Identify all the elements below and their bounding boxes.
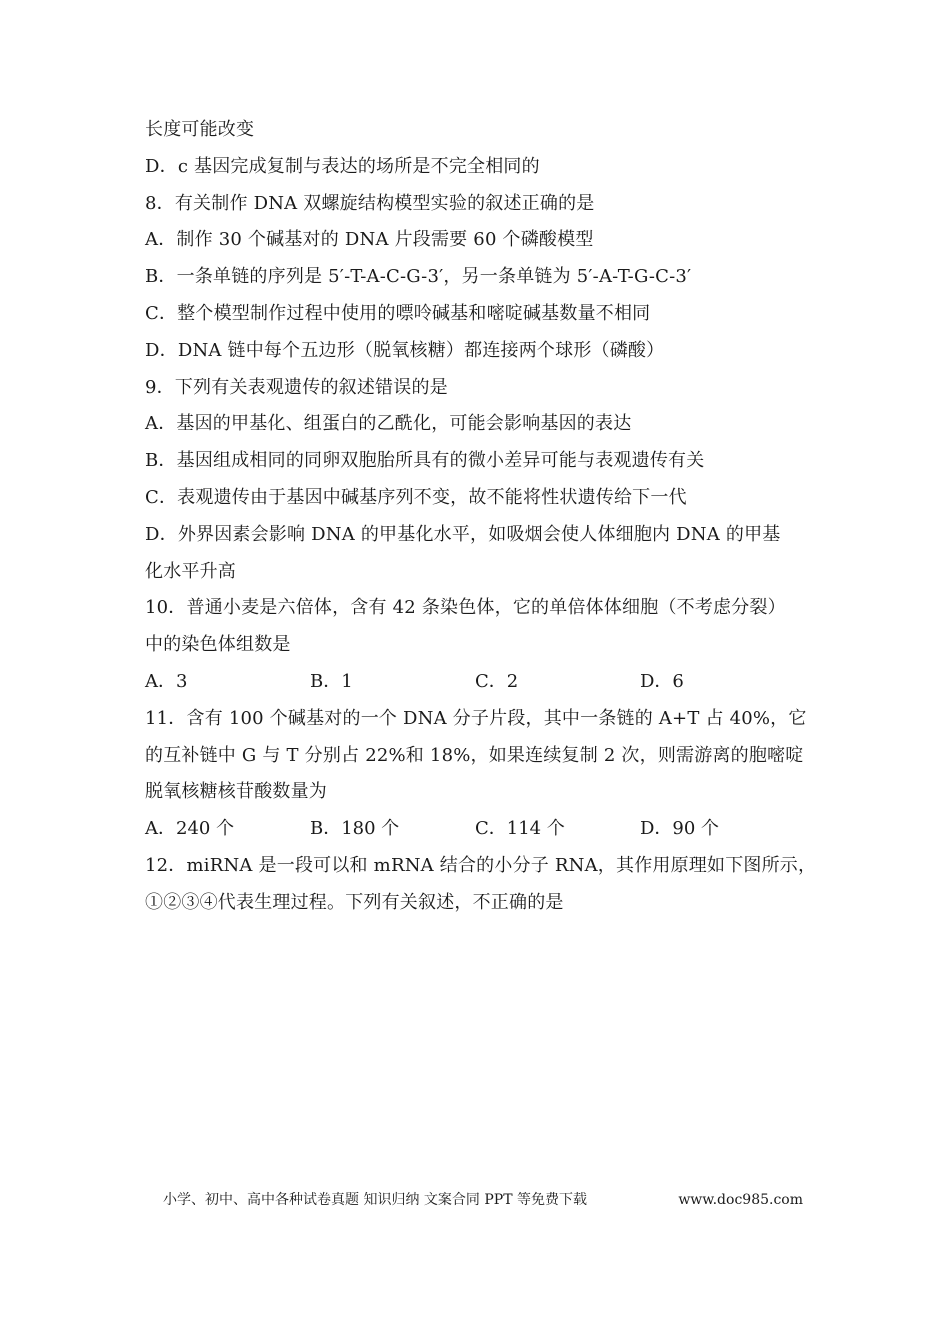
question-10-option-a: A．3 xyxy=(145,670,188,692)
option-d: D．c 基因完成复制与表达的场所是不完全相同的 xyxy=(145,155,540,177)
question-11-option-a: A．240 个 xyxy=(145,818,235,840)
question-11-option-d: D．90 个 xyxy=(640,818,720,840)
question-body xyxy=(145,112,815,922)
question-11-option-b: B．180 个 xyxy=(310,818,400,840)
question-11-options xyxy=(145,811,815,848)
footer-url: www.doc985.com xyxy=(678,1192,803,1208)
question-10-option-d: D．6 xyxy=(640,670,684,692)
question-10-stem: 10．普通小麦是六倍体，含有 42 条染色体，它的单倍体体细胞（不考虑分裂） xyxy=(145,597,786,619)
question-8-option-d: D．DNA 链中每个五边形（脱氧核糖）都连接两个球形（磷酸） xyxy=(145,339,665,361)
question-10-option-c: C．2 xyxy=(475,670,519,692)
question-12-stem: 12．miRNA 是一段可以和 mRNA 结合的小分子 RNA，其作用原理如下图所示， xyxy=(145,854,817,876)
question-8-option-b: B．一条单链的序列是 5′-T-A-C-G-3′，另一条单链为 5′-A-T-G-C-3′ xyxy=(145,266,692,288)
question-10-option-b: B．1 xyxy=(310,670,353,692)
question-8-stem: 8．有关制作 DNA 双螺旋结构模型实验的叙述正确的是 xyxy=(145,192,595,214)
question-10-stem-cont: 中的染色体组数是 xyxy=(145,634,291,656)
page-footer xyxy=(163,1188,803,1212)
question-11-stem-cont: 的互补链中 G 与 T 分别占 22%和 18%，如果连续复制 2 次，则需游离的胞嘧啶 xyxy=(145,744,804,766)
question-9-option-a: A．基因的甲基化、组蛋白的乙酰化，可能会影响基因的表达 xyxy=(145,413,632,435)
question-9-stem: 9．下列有关表观遗传的叙述错误的是 xyxy=(145,376,448,398)
footer-text: 小学、初中、高中各种试卷真题 知识归纳 文案合同 PPT 等免费下载 xyxy=(163,1192,587,1208)
question-11-stem-cont: 脱氧核糖核苷酸数量为 xyxy=(145,781,327,803)
question-8-option-c: C．整个模型制作过程中使用的嘌呤碱基和嘧啶碱基数量不相同 xyxy=(145,302,651,324)
question-9-option-d: D．外界因素会影响 DNA 的甲基化水平，如吸烟会使人体细胞内 DNA 的甲基 xyxy=(145,523,781,545)
question-9-option-c: C．表观遗传由于基因中碱基序列不变，故不能将性状遗传给下一代 xyxy=(145,486,687,508)
question-10-options xyxy=(145,664,815,701)
question-8-option-a: A．制作 30 个碱基对的 DNA 片段需要 60 个磷酸模型 xyxy=(145,229,594,251)
question-9-option-d-cont: 化水平升高 xyxy=(145,560,236,582)
question-9-option-b: B．基因组成相同的同卵双胞胎所具有的微小差异可能与表观遗传有关 xyxy=(145,450,705,472)
question-11-stem: 11．含有 100 个碱基对的一个 DNA 分子片段，其中一条链的 A+T 占 40%，它 xyxy=(145,707,807,729)
question-11-option-c: C．114 个 xyxy=(475,818,565,840)
text-line: 长度可能改变 xyxy=(145,119,255,140)
question-12-stem-cont: ①②③④代表生理过程。下列有关叙述，不正确的是 xyxy=(145,891,564,913)
